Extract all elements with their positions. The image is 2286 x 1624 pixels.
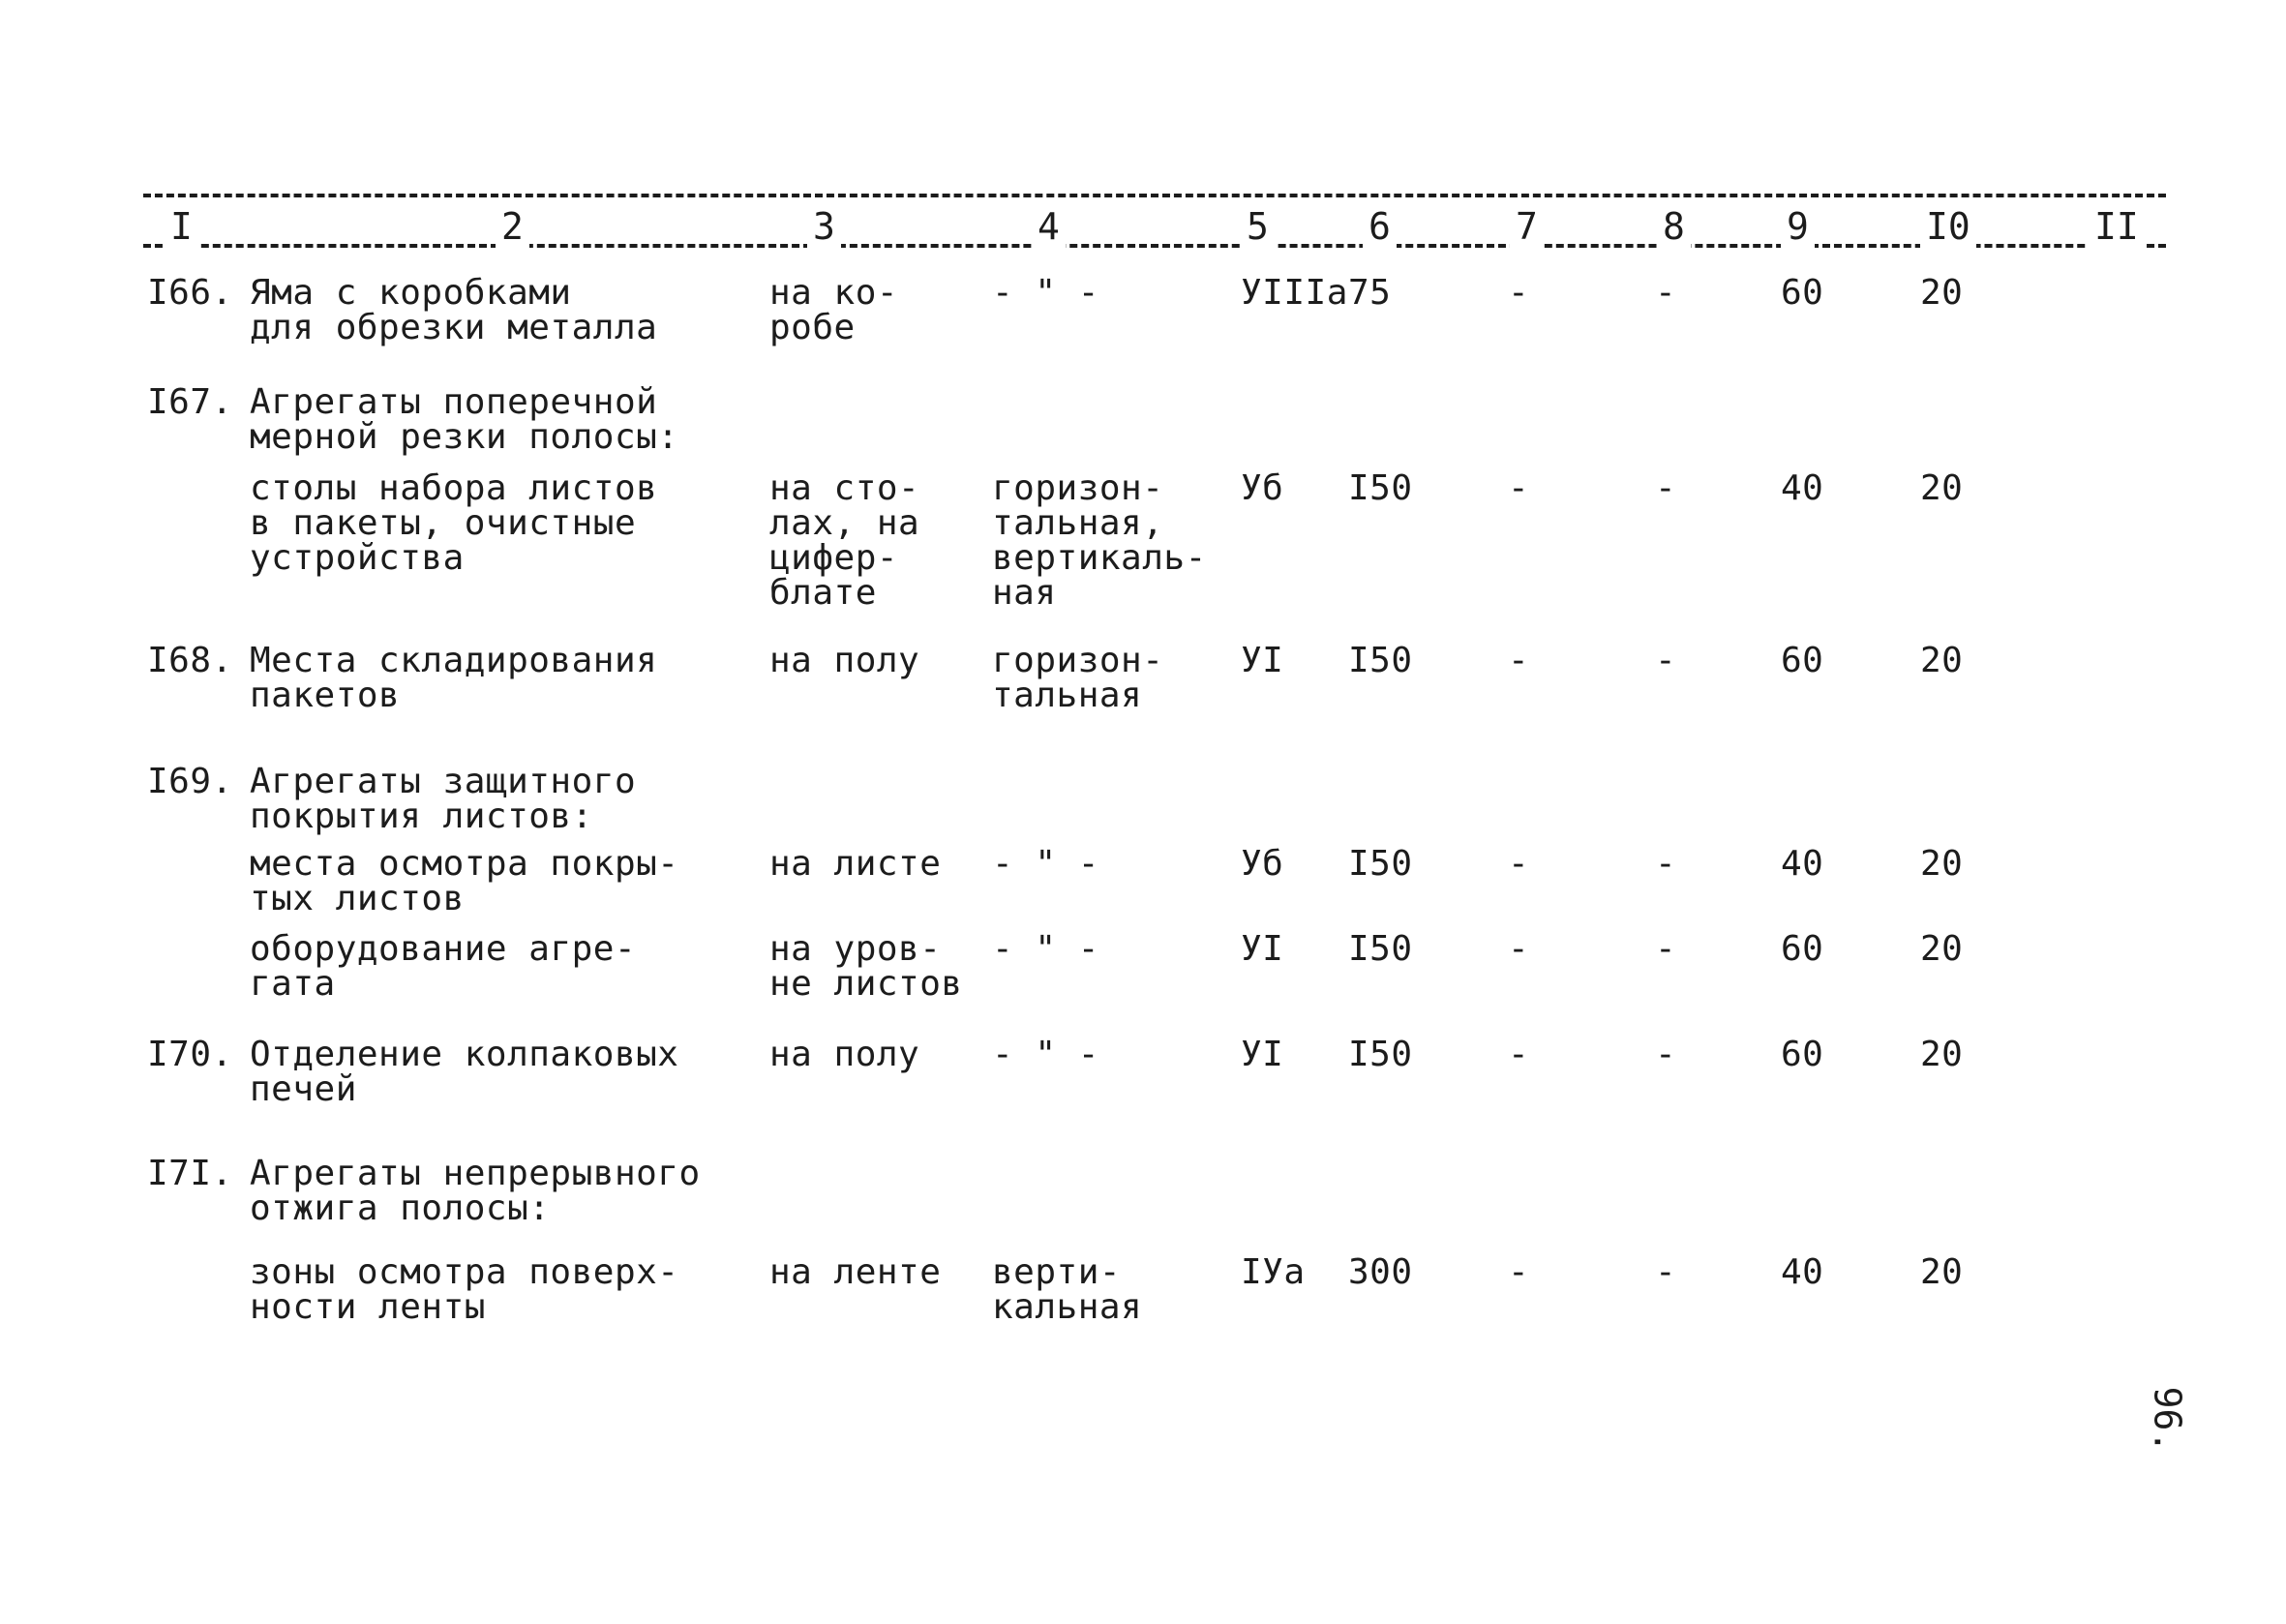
row-illuminance: 75 (1348, 273, 1392, 313)
col-header-10: I0 (1920, 203, 1976, 250)
row-col10: 20 (1920, 273, 1964, 313)
row-name: Места складирования пакетов (250, 641, 658, 715)
row-col7: - (1508, 641, 1530, 680)
col-header-2: 2 (496, 203, 529, 250)
row-plane: - " - (992, 844, 1099, 884)
col-header-5: 5 (1241, 203, 1275, 250)
row-surface: на полу (769, 641, 920, 680)
row-col9: 60 (1781, 273, 1824, 313)
row-name: зоны осмотра поверх- ности ленты (250, 1252, 679, 1327)
row-number: I68. (147, 641, 233, 680)
row-name: Отделение колпаковых печей (250, 1035, 679, 1109)
row-col9: 40 (1781, 844, 1824, 884)
row-col7: - (1508, 929, 1530, 969)
row-illuminance: I50 (1348, 641, 1413, 680)
row-category: IУа (1241, 1252, 1306, 1292)
row-col8: - (1655, 929, 1677, 969)
page-number: 96. (2146, 1386, 2189, 1454)
row-number: I67. (147, 382, 233, 422)
row-surface: на сто- лах, на цифер- блате (769, 468, 920, 613)
row-col10: 20 (1920, 844, 1964, 884)
col-header-11: II (2089, 203, 2145, 250)
row-col9: 40 (1781, 1252, 1824, 1292)
row-col10: 20 (1920, 641, 1964, 680)
col-header-1: I (165, 203, 198, 250)
row-plane: горизон- тальная, вертикаль- ная (992, 468, 1207, 613)
col-header-8: 8 (1657, 203, 1691, 250)
row-category: Уб (1241, 468, 1284, 508)
row-col10: 20 (1920, 1252, 1964, 1292)
row-col8: - (1655, 641, 1677, 680)
row-surface: на ко- робе (769, 273, 899, 347)
row-surface: на уров- не листов (769, 929, 963, 1004)
row-number: I70. (147, 1035, 233, 1074)
col-header-7: 7 (1510, 203, 1544, 250)
row-illuminance: I50 (1348, 844, 1413, 884)
row-name: столы набора листов в пакеты, очистные устройства (250, 468, 658, 578)
row-surface: на полу (769, 1035, 920, 1074)
row-surface: на ленте (769, 1252, 942, 1292)
column-header-row (0, 203, 2286, 250)
row-category: УI (1241, 929, 1284, 969)
row-number: I7I. (147, 1154, 233, 1193)
col-header-6: 6 (1363, 203, 1397, 250)
row-col8: - (1655, 1252, 1677, 1292)
col-header-4: 4 (1032, 203, 1066, 250)
row-category: Уб (1241, 844, 1284, 884)
row-col9: 60 (1781, 1035, 1824, 1074)
row-col8: - (1655, 844, 1677, 884)
row-category: УI (1241, 641, 1284, 680)
row-plane: верти- кальная (992, 1252, 1143, 1327)
row-plane: горизон- тальная (992, 641, 1164, 715)
row-col9: 60 (1781, 929, 1824, 969)
row-col9: 60 (1781, 641, 1824, 680)
row-col9: 40 (1781, 468, 1824, 508)
row-col7: - (1508, 844, 1530, 884)
header-top-rule (143, 194, 2166, 197)
row-col7: - (1508, 468, 1530, 508)
row-surface: на листе (769, 844, 942, 884)
row-category: УI (1241, 1035, 1284, 1074)
row-col10: 20 (1920, 468, 1964, 508)
row-number: I69. (147, 762, 233, 801)
row-number: I66. (147, 273, 233, 313)
row-col8: - (1655, 273, 1677, 313)
row-name: места осмотра покры- тых листов (250, 844, 679, 918)
row-name: Агрегаты поперечной мерной резки полосы: (250, 382, 679, 457)
row-illuminance: I50 (1348, 929, 1413, 969)
row-name: Яма с коробками для обрезки металла (250, 273, 658, 347)
row-col7: - (1508, 1035, 1530, 1074)
row-name: оборудование агре- гата (250, 929, 637, 1004)
row-category: УIIIа (1241, 273, 1348, 313)
row-col10: 20 (1920, 1035, 1964, 1074)
row-plane: - " - (992, 273, 1099, 313)
row-name: Агрегаты защитного покрытия листов: (250, 762, 637, 836)
row-plane: - " - (992, 929, 1099, 969)
row-col8: - (1655, 468, 1677, 508)
row-illuminance: I50 (1348, 468, 1413, 508)
row-illuminance: 300 (1348, 1252, 1413, 1292)
row-illuminance: I50 (1348, 1035, 1413, 1074)
row-col7: - (1508, 1252, 1530, 1292)
row-col8: - (1655, 1035, 1677, 1074)
row-col10: 20 (1920, 929, 1964, 969)
col-header-9: 9 (1781, 203, 1815, 250)
row-plane: - " - (992, 1035, 1099, 1074)
row-col7: - (1508, 273, 1530, 313)
row-name: Агрегаты непрерывного отжига полосы: (250, 1154, 701, 1228)
col-header-3: 3 (807, 203, 841, 250)
